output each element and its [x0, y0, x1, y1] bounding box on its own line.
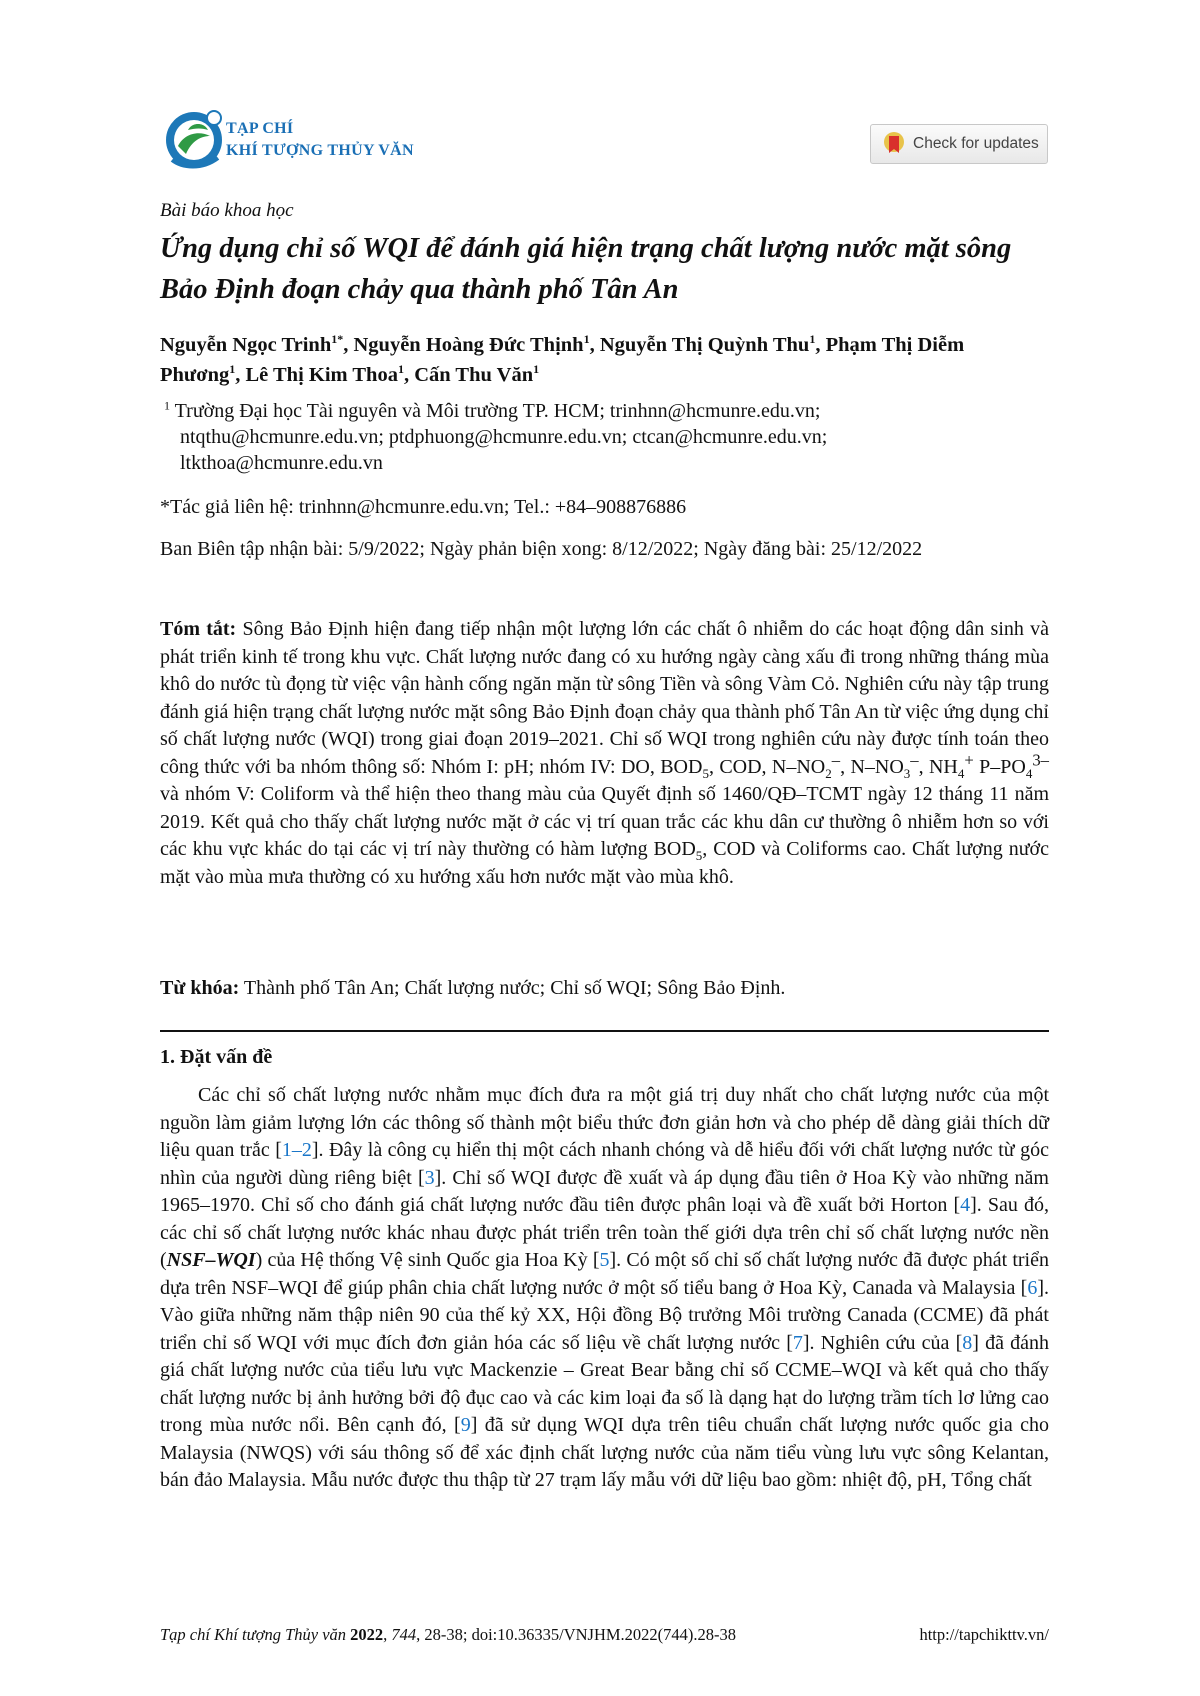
journal-name-line2: KHÍ TƯỢNG THỦY VĂN [226, 142, 414, 159]
body-text: ]. Chỉ số WQI được đề xuất và áp dụng đầu tiên ở Hoa Kỳ vào những năm 1965–1970. Chỉ số cho đánh giá chất lượng nước đầu tiên được phân loại và đề xuất bởi Horton [ [160, 1166, 1049, 1216]
submission-dates: Ban Biên tập nhận bài: 5/9/2022; Ngày phản biện xong: 8/12/2022; Ngày đăng bài: 25/12/2022 [160, 538, 923, 560]
author-mark: 1 [809, 332, 816, 347]
subscript: 4 [1025, 765, 1033, 781]
affiliation [160, 398, 1049, 476]
author-mark: 1* [331, 332, 344, 347]
author-mark: 1 [229, 362, 236, 377]
citation-link[interactable]: 6 [1027, 1276, 1038, 1299]
author-mark: 1 [583, 332, 590, 347]
abstract-text: P–PO [973, 755, 1026, 778]
journal-name [226, 118, 414, 162]
author-name: Nguyễn Thị Quỳnh Thu [599, 334, 810, 356]
author-name: Nguyễn Ngọc Trinh [160, 334, 332, 356]
body-text-italic: NSF–WQI [166, 1249, 256, 1271]
body-text: ]. Nghiên cứu của [ [802, 1331, 963, 1354]
subscript: 2 [825, 765, 832, 781]
superscript: + [964, 749, 974, 769]
superscript: 3– [1032, 749, 1049, 769]
footer-year: 2022 [350, 1625, 384, 1644]
keywords-text: Thành phố Tân An; Chất lượng nước; Chỉ số WQI; Sông Bảo Định. [239, 977, 786, 999]
corresponding-author: *Tác giả liên hệ: trinhnn@hcmunre.edu.vn; Tel.: +84–908876886 [160, 496, 687, 518]
affiliation-line: ntqthu@hcmunre.edu.vn; ptdphuong@hcmunre.edu.vn; ctcan@hcmunre.edu.vn; [180, 426, 828, 448]
citation-link[interactable]: 4 [960, 1194, 971, 1216]
body-text: ]. Có một số chỉ số chất lượng nước đã được phát triển dựa trên NSF–WQI để giúp phân chia chất lượng nước ở một số tiểu bang ở Hoa Kỳ, Canada và Malaysia [ [160, 1249, 1049, 1299]
article-title: Ứng dụng chỉ số WQI để đánh giá hiện trạng chất lượng nước mặt sông Bảo Định đoạn chảy qua thành phố Tân An [160, 233, 1012, 305]
citation-link[interactable]: 1–2 [281, 1139, 312, 1161]
subscript: 4 [957, 765, 965, 781]
footer-citation: Tạp chí Khí tượng Thủy văn 2022, 744, 28-38; doi:10.36335/VNJHM.2022(744).28-38 [160, 1625, 737, 1644]
affiliation-line: Trường Đại học Tài nguyên và Môi trường TP. HCM; trinhnn@hcmunre.edu.vn; [174, 400, 821, 422]
keywords [160, 977, 1049, 1000]
keywords-label: Từ khóa: [160, 977, 240, 999]
footer-url[interactable]: http://tapchikttv.vn/ [919, 1625, 1049, 1644]
author-name: Lê Thị Kim Thoa [245, 364, 398, 386]
subscript: 5 [702, 765, 709, 781]
citation-link[interactable]: 5 [599, 1249, 610, 1271]
body-text: ]. Đây là công cụ hiển thị một cách nhanh chóng và dễ hiểu đối với chất lượng nước từ góc nhìn của người dùng riêng biệt [ [160, 1139, 1049, 1189]
author-name: Cấn Thu Văn [414, 364, 534, 386]
body-text: ) của Hệ thống Vệ sinh Quốc gia Hoa Kỳ [ [255, 1249, 600, 1271]
section-divider [160, 1030, 1049, 1032]
author-list: Nguyễn Ngọc Trinh$^{1*}$, Nguyễn Hoàng Đức Thịnh$^1$, Nguyễn Thị Quỳnh Thu$^1$, Phạm Thị Diễm Phương$^1$, Lê Thị Kim Thoa$^1$, Cấn Thu Văn$^1$ [160, 332, 965, 386]
affiliation-line: ltkthoa@hcmunre.edu.vn [180, 452, 383, 474]
author-name: Nguyễn Hoàng Đức Thịnh [353, 334, 584, 356]
author-mark: 1 [533, 362, 540, 377]
body-text: ] đã sử dụng WQI dựa trên tiêu chuẩn chất lượng nước quốc gia cho Malaysia (NWQS) với sáu thông số để xác định chất lượng nước của năm tiểu vùng lưu vực sông Kelantan, bán đảo Malaysia. Mẫu nước được thu thập từ 27 trạm lấy mẫu với dữ liệu bao gồm: nhiệt độ, pH, Tổng chất [160, 1414, 1049, 1491]
abstract-label: Tóm tắt: [160, 618, 237, 640]
citation-link[interactable]: 7 [792, 1331, 803, 1354]
citation-link[interactable]: 3 [424, 1166, 435, 1189]
footer-journal: Tạp chí Khí tượng Thủy văn [160, 1625, 347, 1644]
author-name: Phạm Thị Diễm Phương [160, 334, 965, 386]
citation-link[interactable]: 8 [962, 1331, 973, 1354]
body-text: ] đã đánh giá chất lượng nước của tiểu lưu vực Mackenzie – Great Bear bằng chỉ số CCME–WQI và kết quả cho thấy chất lượng nước bị ảnh hưởng bởi độ đục cao và các kim loại đa số là dạng hạt do lượng trầm tích lơ lửng cao trong mùa nước nổi. Bên cạnh đó, [ [160, 1331, 1049, 1436]
intro-paragraph [160, 1082, 1049, 1495]
subscript: 3 [903, 765, 911, 781]
abstract-text: , COD, N–NO [708, 755, 826, 778]
article-type: Bài báo khoa học [160, 200, 294, 221]
section-heading: 1. Đặt vấn đề [160, 1046, 273, 1068]
author-mark: 1 [397, 362, 404, 377]
abstract-text: , NH [918, 755, 958, 778]
bookmark-icon [883, 131, 905, 157]
body-text: Các chỉ số chất lượng nước nhằm mục đích đưa ra một giá trị duy nhất cho chất lượng nước của một nguồn làm giảm lượng lớn các thông số thành một biểu thức đơn giản hơn và cho phép dễ dàng giải thích dữ liệu quan trắc [ [160, 1084, 1049, 1161]
footer-doi: , 28-38; doi:10.36335/VNJHM.2022(744).28-38 [416, 1625, 737, 1644]
abstract-text: và nhóm V: Coliform và thể hiện theo thang màu của Quyết định số 1460/QĐ–TCMT ngày 12 tháng 11 năm 2019. Kết quả cho thấy chất lượng nước mặt ở các vị trí quan trắc các khu dân cư thường ô nhiễm hơn so với các khu vực khác do tại các vị trí này thường có hàm lượng BOD [160, 783, 1049, 860]
journal-logo-icon [158, 100, 236, 178]
journal-name-line1: TẠP CHÍ [226, 120, 294, 137]
body-text: ]. Sau đó, các chỉ số chất lượng nước khác nhau được phát triển trên toàn thế giới dựa trên chỉ số chất lượng nước nền ( [160, 1194, 1049, 1271]
abstract-text: Sông Bảo Định hiện đang tiếp nhận một lượng lớn các chất ô nhiễm do các hoạt động dân sinh và phát triển kinh tế trong khu vực. Chất lượng nước đang có xu hướng ngày càng xấu đi trong những tháng mùa khô do nước tù đọng từ việc vận hành cống ngăn mặn từ sông Tiền và sông Vàm Cỏ. Nghiên cứu này tập trung đánh giá hiện trạng chất lượng nước mặt sông Bảo Định đoạn chảy qua thành phố Tân An từ việc ứng dụng chỉ số chất lượng nước (WQI) trong giai đoạn 2019–2021. Chỉ số WQI trong nghiên cứu này được tính toán theo công thức với ba nhóm thông số: Nhóm I: pH; nhóm IV: DO, BOD [160, 618, 1049, 778]
citation-link[interactable]: 9 [460, 1414, 471, 1436]
abstract-text: , COD và Coliforms cao. Chất lượng nước mặt vào mùa mưa thường có xu hướng xấu hơn nước mặt vào mùa khô. [160, 838, 1049, 888]
subscript: 5 [695, 848, 703, 863]
superscript: – [910, 749, 919, 769]
check-for-updates-button[interactable] [870, 124, 1048, 164]
abstract-text: , N–NO [840, 755, 904, 778]
abstract [160, 616, 1049, 891]
superscript: – [831, 749, 841, 769]
affiliation-mark: 1 [164, 398, 170, 413]
check-for-updates-label: Check for updates [913, 135, 1039, 152]
body-text: ]. Vào giữa những năm thập niên 90 của thế kỷ XX, Hội đồng Bộ trưởng Môi trường Canada (CCME) đã phát triển chỉ số WQI với mục đích đơn giản hóa các số liệu về chất lượng nước [ [160, 1276, 1049, 1354]
footer-issue: 744 [391, 1625, 417, 1644]
